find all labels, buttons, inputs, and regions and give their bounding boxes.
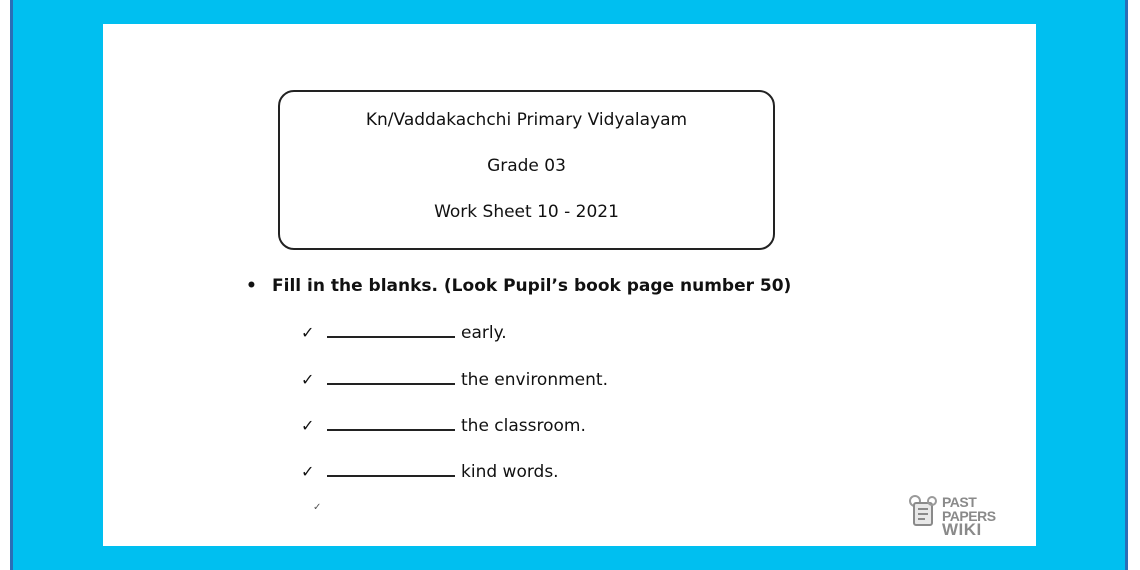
list-item xyxy=(301,322,507,343)
instruction-line xyxy=(246,276,791,296)
watermark-line1: PAST PAPERS xyxy=(942,494,996,524)
worksheet-title: Work Sheet 10 - 2021 xyxy=(434,202,619,222)
school-name: Kn/Vaddakachchi Primary Vidyalayam xyxy=(365,110,688,130)
item-text: the classroom. xyxy=(461,416,586,436)
item-text: early. xyxy=(461,323,507,343)
list-item xyxy=(301,461,559,482)
worksheet-page xyxy=(103,24,1036,546)
document-icon xyxy=(906,493,940,529)
watermark-text xyxy=(942,495,1026,537)
header-box xyxy=(278,90,775,250)
watermark-line2: WIKI xyxy=(942,520,982,539)
blank-line xyxy=(327,461,455,477)
watermark-logo xyxy=(906,491,1026,539)
grade-label: Grade 03 xyxy=(487,156,566,176)
instruction-text: Fill in the blanks. (Look Pupil’s book page number 50) xyxy=(272,276,792,296)
partial-checkmark-icon: ✓ xyxy=(313,502,322,513)
checkmark-icon: ✓ xyxy=(301,462,315,481)
list-item xyxy=(301,369,608,390)
checkmark-icon: ✓ xyxy=(301,370,315,389)
blank-line xyxy=(327,322,455,338)
list-item xyxy=(301,415,586,436)
blank-line xyxy=(327,369,455,385)
checkmark-icon: ✓ xyxy=(301,416,315,435)
checkmark-icon: ✓ xyxy=(301,323,315,342)
item-text: kind words. xyxy=(461,462,559,482)
item-text: the environment. xyxy=(461,370,608,390)
bullet-icon: • xyxy=(246,276,257,296)
blank-line xyxy=(327,415,455,431)
